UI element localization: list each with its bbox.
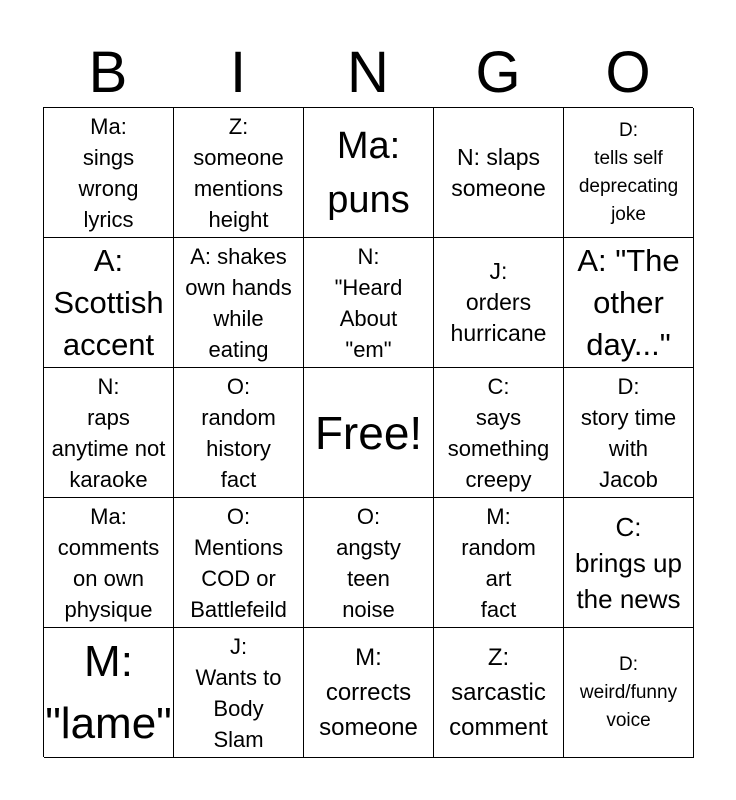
header-letter-i: I [229,40,247,105]
bingo-cell-r5c5[interactable]: D: weird/funny voice [564,628,694,758]
bingo-cell-r1c2[interactable]: Z: someone mentions height [174,108,304,238]
bingo-header [43,40,693,106]
bingo-cell-r5c2[interactable]: J: Wants to Body Slam [174,628,304,758]
header-letter-o: O [605,40,651,105]
bingo-cell-r5c3[interactable]: M: corrects someone [304,628,434,758]
bingo-cell-r3c1[interactable]: N: raps anytime not karaoke [44,368,174,498]
bingo-cell-r3c5[interactable]: D: story time with Jacob [564,368,694,498]
header-letter-n: N [347,40,389,105]
bingo-cell-r3c2[interactable]: O: random history fact [174,368,304,498]
header-letter-b: B [88,40,128,105]
bingo-cell-r1c1[interactable]: Ma: sings wrong lyrics [44,108,174,238]
bingo-cell-r2c1[interactable]: A: Scottish accent [44,238,174,368]
bingo-cell-r5c1[interactable]: M: "lame" [44,628,174,758]
bingo-cell-r2c3[interactable]: N: "Heard About "em" [304,238,434,368]
bingo-cell-r2c5[interactable]: A: "The other day..." [564,238,694,368]
bingo-cell-r4c5[interactable]: C: brings up the news [564,498,694,628]
bingo-cell-r4c4[interactable]: M: random art fact [434,498,564,628]
bingo-cell-r4c1[interactable]: Ma: comments on own physique [44,498,174,628]
bingo-cell-r4c2[interactable]: O: Mentions COD or Battlefeild [174,498,304,628]
bingo-cell-r2c4[interactable]: J: orders hurricane [434,238,564,368]
bingo-cell-r2c2[interactable]: A: shakes own hands while eating [174,238,304,368]
header-letter-g: G [475,40,521,105]
bingo-cell-r5c4[interactable]: Z: sarcastic comment [434,628,564,758]
bingo-cell-r3c4[interactable]: C: says something creepy [434,368,564,498]
bingo-cell-r4c3[interactable]: O: angsty teen noise [304,498,434,628]
bingo-cell-r1c3[interactable]: Ma: puns [304,108,434,238]
bingo-cell-r1c5[interactable]: D: tells self deprecating joke [564,108,694,238]
bingo-card [43,107,693,757]
bingo-cell-free[interactable]: Free! [304,368,434,498]
bingo-cell-r1c4[interactable]: N: slaps someone [434,108,564,238]
